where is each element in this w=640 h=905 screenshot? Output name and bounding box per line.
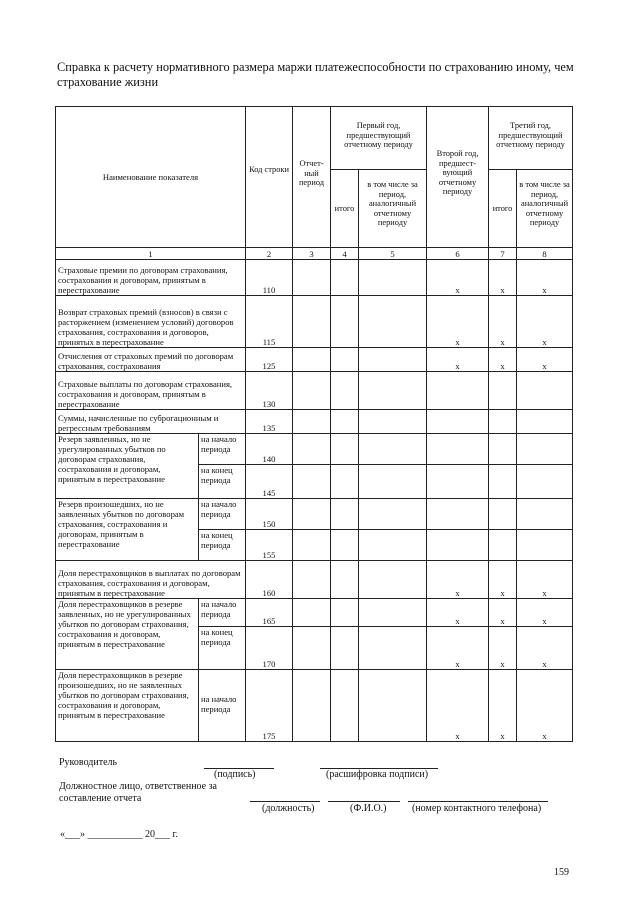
fio-line (328, 801, 400, 802)
colnum-3: 3 (293, 248, 331, 260)
position-caption: (должность) (262, 803, 315, 814)
row-label: Доля перестраховщиков в резерве заявленных, но не урегулированных убытков по договорам страхования, сострахования и договорам, принятым в перестрахование (56, 599, 199, 670)
cell-x: x (489, 670, 517, 742)
row-code: 135 (246, 410, 293, 434)
header-year1-incl: в том числе за период, аналогичный отчетному периоду (359, 170, 427, 248)
cell-x: x (517, 561, 573, 599)
cell-x: x (427, 599, 489, 627)
cell-x: x (489, 627, 517, 670)
row-code: 170 (246, 627, 293, 670)
table-row (56, 348, 573, 372)
row-label: Доля перестраховщиков в резерве произошедших, но не заявленных убытков по договорам страхования, сострахования и договорам, принятым в перестрахование (56, 670, 199, 742)
cell-x: x (489, 561, 517, 599)
table-row (56, 296, 573, 348)
row-code: 150 (246, 499, 293, 530)
colnum-5: 5 (359, 248, 427, 260)
official-label: Должностное лицо, ответственное за составление отчета (59, 781, 217, 804)
table-row (56, 434, 573, 465)
document-title: Справка к расчету нормативного размера маржи платежеспособности по страхованию иному, чем страхование жизни (57, 60, 574, 89)
row-sublabel: на начало периода (199, 670, 246, 742)
cell-x: x (517, 670, 573, 742)
colnum-6: 6 (427, 248, 489, 260)
fio-caption: (Ф.И.О.) (350, 803, 387, 814)
colnum-8: 8 (517, 248, 573, 260)
cell-x: x (427, 348, 489, 372)
head-label: Руководитель (59, 757, 118, 768)
row-code: 110 (246, 260, 293, 296)
cell-x: x (489, 599, 517, 627)
header-name: Наименование показателя (56, 107, 246, 248)
row-code: 140 (246, 434, 293, 465)
table-row (56, 410, 573, 434)
row-label: Суммы, начисленные по суброгационным и регрессным требованиям (56, 410, 246, 434)
row-sublabel: на начало периода (199, 599, 246, 627)
row-label: Отчисления от страховых премий по договорам страхования, сострахования (56, 348, 246, 372)
table-row (56, 670, 573, 742)
cell-x: x (427, 670, 489, 742)
phone-line (408, 801, 548, 802)
row-sublabel: на конец периода (199, 465, 246, 499)
row-sublabel: на начало периода (199, 434, 246, 465)
cell-x: x (517, 296, 573, 348)
row-code: 115 (246, 296, 293, 348)
table-row (56, 561, 573, 599)
margin-table (55, 106, 573, 742)
cell-x: x (517, 348, 573, 372)
header-year1-total: итого (331, 170, 359, 248)
cell-x: x (489, 348, 517, 372)
sign-caption: (подпись) (214, 769, 256, 780)
row-code: 130 (246, 372, 293, 410)
table-row (56, 499, 573, 530)
row-label: Резерв произошедших, но не заявленных убытков по договорам страхования, сострахования и договорам, принятым в перестрахование (56, 499, 199, 561)
cell-x: x (517, 627, 573, 670)
cell-x: x (427, 260, 489, 296)
row-label: Возврат страховых премий (взносов) в связи с расторжением (изменением условий) договоров страхования, сострахования и договоров, принятых в перестрахование (56, 296, 246, 348)
row-label: Страховые премии по договорам страхования, сострахования и договорам, принятым в перестрахование (56, 260, 246, 296)
colnum-7: 7 (489, 248, 517, 260)
cell-x: x (427, 296, 489, 348)
table-row (56, 599, 573, 627)
colnum-1: 1 (56, 248, 246, 260)
row-sublabel: на конец периода (199, 530, 246, 561)
row-label: Резерв заявленных, но не урегулированных убытков по договорам страхования, сострахования и договорам, принятым в перестрахование (56, 434, 199, 499)
cell-x: x (489, 296, 517, 348)
phone-caption: (номер контактного телефона) (412, 803, 542, 814)
row-label: Страховые выплаты по договорам страхования, сострахования и договорам, принятым в перестрахование (56, 372, 246, 410)
row-sublabel: на конец периода (199, 627, 246, 670)
colnum-2: 2 (246, 248, 293, 260)
row-code: 175 (246, 670, 293, 742)
header-year3-total: итого (489, 170, 517, 248)
header-year3-incl: в том числе за период, аналогичный отчетному периоду (517, 170, 573, 248)
row-label: Доля перестраховщиков в выплатах по договорам страхования, сострахования и договорам, принятым в перестрахование (56, 561, 246, 599)
header-period: Отчет-ный период (293, 107, 331, 248)
cell-x: x (517, 599, 573, 627)
header-year2: Второй год, предшест-вующий отчетному периоду (427, 107, 489, 248)
decode-caption: (расшифровка подписи) (326, 769, 429, 780)
table-row (56, 260, 573, 296)
header-year1: Первый год, предшествующий отчетному периоду (331, 107, 427, 170)
row-code: 165 (246, 599, 293, 627)
cell-x: x (489, 260, 517, 296)
row-sublabel: на начало периода (199, 499, 246, 530)
row-code: 125 (246, 348, 293, 372)
row-code: 160 (246, 561, 293, 599)
header-year3: Третий год, предшествующий отчетному периоду (489, 107, 573, 170)
header-code: Код строки (246, 107, 293, 248)
cell-x: x (427, 561, 489, 599)
cell-x: x (517, 260, 573, 296)
table-row (56, 372, 573, 410)
row-code: 145 (246, 465, 293, 499)
date-line: «___» ___________ 20___ г. (60, 829, 178, 840)
position-line (250, 801, 320, 802)
row-code: 155 (246, 530, 293, 561)
colnum-4: 4 (331, 248, 359, 260)
cell-x: x (427, 627, 489, 670)
page-number: 159 (554, 867, 569, 878)
